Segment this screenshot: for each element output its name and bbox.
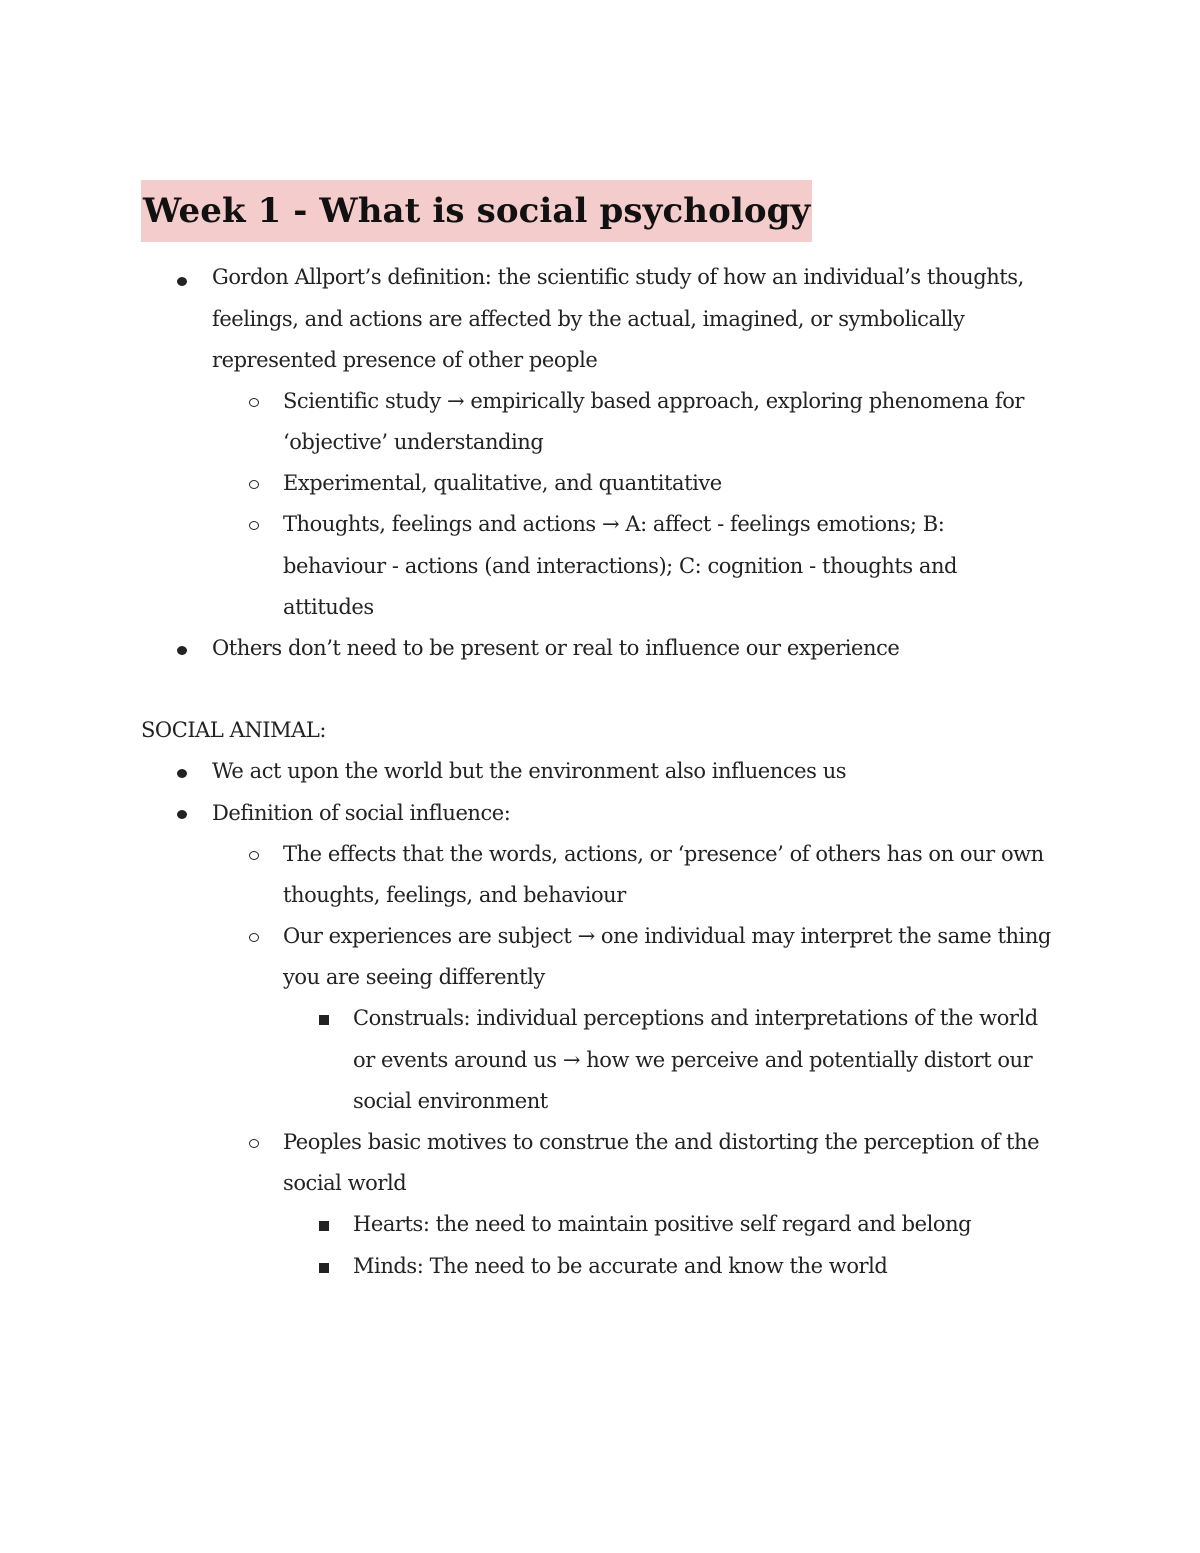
- list-item-text: Thoughts, feelings and actions → A: affect - feelings emotions; B:: [283, 512, 945, 536]
- list-item-text: We act upon the world but the environment also influences us: [212, 759, 847, 783]
- list-item-text: Hearts: the need to maintain positive self regard and belong: [353, 1212, 972, 1236]
- list-item-text: or events around us → how we perceive and potentially distort our: [353, 1048, 1033, 1072]
- bullet-disc-icon: [177, 646, 187, 655]
- list-item-text: Definition of social influence:: [212, 801, 511, 825]
- list-item-text: feelings, and actions are affected by the actual, imagined, or symbolically: [212, 307, 965, 331]
- list-item-text: attitudes: [283, 595, 374, 619]
- list-item-text: Experimental, qualitative, and quantitative: [283, 471, 722, 495]
- list-item-text: Others don’t need to be present or real to influence our experience: [212, 636, 900, 660]
- list-item-text: ‘objective’ understanding: [283, 430, 544, 454]
- list-item-text: Scientific study → empirically based approach, exploring phenomena for: [283, 389, 1024, 413]
- list-item-text: Peoples basic motives to construe the and distorting the perception of the: [283, 1130, 1040, 1154]
- list-item-text: Our experiences are subject → one individual may interpret the same thing: [283, 924, 1051, 948]
- list-item-text: thoughts, feelings, and behaviour: [283, 883, 626, 907]
- bullet-square-icon: [319, 1221, 329, 1231]
- bullet-circle-icon: [249, 1139, 259, 1148]
- bullet-circle-icon: [249, 480, 259, 489]
- list-item-text: Minds: The need to be accurate and know the world: [353, 1254, 888, 1278]
- list-item-text: Gordon Allport’s definition: the scientific study of how an individual’s thoughts,: [212, 265, 1024, 289]
- section-heading: SOCIAL ANIMAL:: [141, 718, 326, 742]
- bullet-disc-icon: [177, 810, 187, 819]
- bullet-circle-icon: [249, 933, 259, 942]
- bullet-circle-icon: [249, 851, 259, 860]
- list-item-text: social environment: [353, 1089, 548, 1113]
- bullet-disc-icon: [177, 277, 187, 286]
- bullet-square-icon: [319, 1263, 329, 1273]
- page-title: Week 1 - What is social psychology: [143, 191, 811, 231]
- list-item-text: The effects that the words, actions, or ‘presence’ of others has on our own: [283, 842, 1044, 866]
- bullet-disc-icon: [177, 769, 187, 778]
- title-highlight: [141, 180, 812, 242]
- bullet-circle-icon: [249, 521, 259, 530]
- bullet-circle-icon: [249, 398, 259, 407]
- list-item-text: Construals: individual perceptions and interpretations of the world: [353, 1006, 1038, 1030]
- list-item-text: behaviour - actions (and interactions); C: cognition - thoughts and: [283, 554, 958, 578]
- bullet-square-icon: [319, 1015, 329, 1025]
- list-item-text: represented presence of other people: [212, 348, 598, 372]
- list-item-text: you are seeing differently: [283, 965, 545, 989]
- list-item-text: social world: [283, 1171, 407, 1195]
